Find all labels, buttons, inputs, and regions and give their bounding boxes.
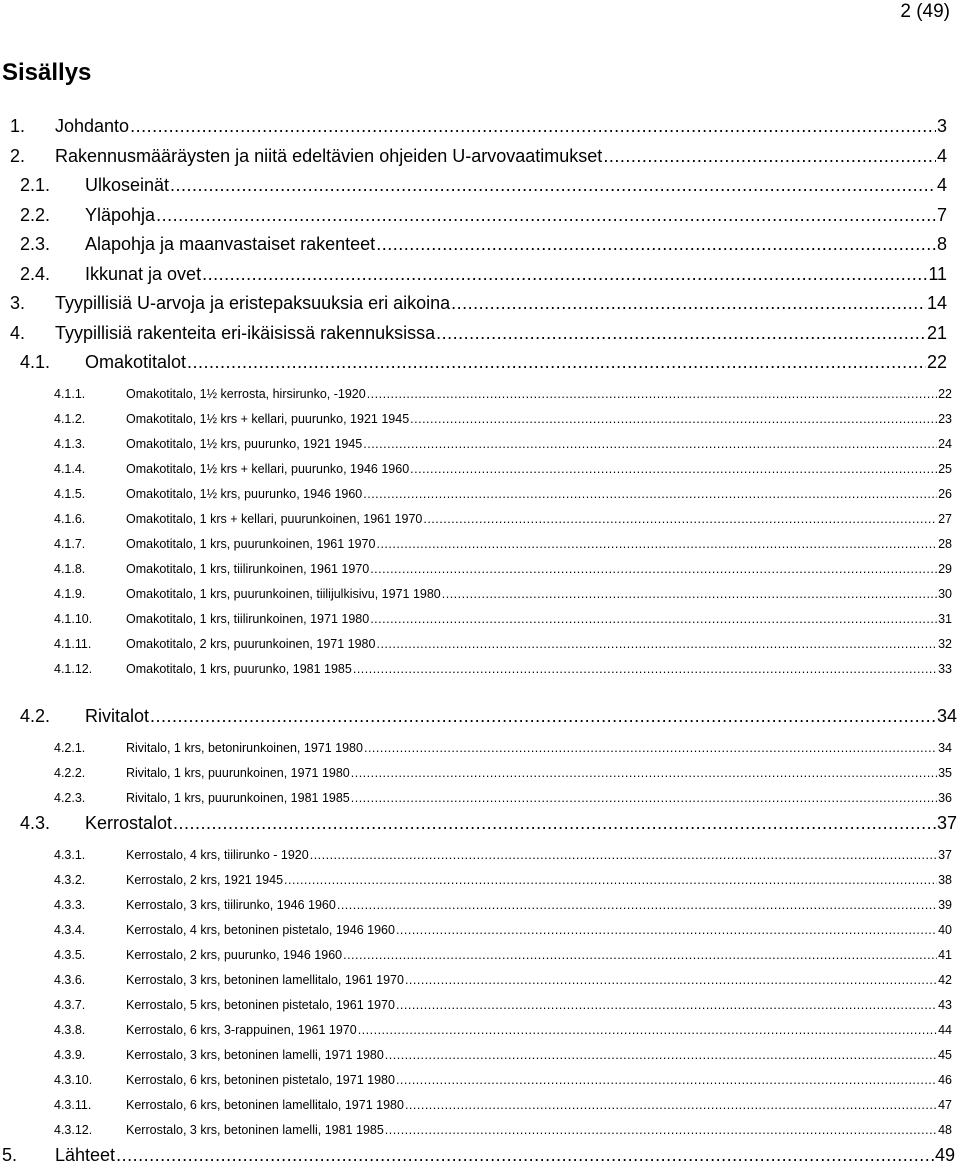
toc-entry-number: 4.1.12. [54, 662, 93, 676]
toc-entry-title: Kerrostalo, 3 krs, betoninen lamelli, 1981 1985 [126, 1123, 384, 1137]
toc-entry-title: Omakotitalo, 1½ krs, puurunko, 1946 1960 [126, 487, 363, 501]
toc-entry[interactable] [54, 972, 952, 997]
toc-entry-page: 34 [938, 741, 952, 755]
toc-entry-title: Rivitalo, 1 krs, betonirunkoinen, 1971 1980 [126, 741, 363, 755]
toc-entry-title: Omakotitalo, 1 krs + kellari, puurunkoinen, 1961 1970 [126, 512, 423, 526]
toc-title: Sisällys [2, 59, 92, 86]
toc-entry-page: 45 [938, 1048, 952, 1062]
toc-entry-page: 42 [938, 973, 952, 987]
toc-entry-number: 4.3.6. [54, 973, 86, 987]
toc-entry-title: Kerrostalo, 5 krs, betoninen pistetalo, 1961 1970 [126, 998, 395, 1012]
toc-entry-number: 4. [10, 323, 26, 343]
toc-entry-number: 4.3.7. [54, 998, 86, 1012]
toc-entry-page: 14 [926, 293, 947, 313]
toc-entry-title: Tyypillisiä U-arvoja ja eristepaksuuksia eri aikoina [55, 293, 451, 313]
toc-entry-page: 36 [938, 791, 952, 805]
toc-entry-page: 30 [938, 587, 952, 601]
toc-entry-number: 2.3. [20, 234, 51, 254]
toc-leader-dots [351, 790, 937, 806]
toc-entry-page: 4 [936, 175, 947, 195]
toc-entry[interactable] [20, 351, 947, 380]
toc-entry-title: Rakennusmääräysten ja niitä edeltävien ohjeiden U-arvovaatimukset [55, 146, 603, 166]
toc-entry-page: 38 [938, 873, 952, 887]
toc-entry-title: Kerrostalo, 6 krs, 3-rappuinen, 1961 1970 [126, 1023, 357, 1037]
toc-entry-page: 22 [926, 352, 947, 372]
toc-leader-dots [170, 174, 936, 196]
toc-entry[interactable] [54, 636, 952, 661]
toc-entry-page: 32 [938, 637, 952, 651]
toc-leader-dots [351, 765, 937, 781]
toc-leader-dots [376, 233, 936, 255]
toc-entry-page: 49 [934, 1145, 955, 1165]
toc-entry-number: 4.1.5. [54, 487, 86, 501]
toc-leader-dots [367, 386, 937, 402]
toc-entry-number: 1. [10, 116, 26, 136]
toc-leader-dots [130, 115, 936, 137]
toc-leader-dots [284, 872, 937, 888]
toc-entry-page: 41 [938, 948, 952, 962]
toc-entry[interactable] [2, 1144, 955, 1173]
toc-entry[interactable] [54, 411, 952, 436]
toc-entry-title: Kerrostalo, 3 krs, betoninen lamellitalo, 1961 1970 [126, 973, 404, 987]
toc-leader-dots [370, 611, 937, 627]
toc-entry-number: 4.3.10. [54, 1073, 93, 1087]
toc-entry-number: 4.1.10. [54, 612, 93, 626]
toc-entry-number: 4.1.2. [54, 412, 86, 426]
toc-entry-number: 4.1.8. [54, 562, 86, 576]
toc-leader-dots [376, 536, 937, 552]
toc-entry-page: 37 [936, 813, 957, 833]
toc-entry-page: 11 [928, 264, 947, 284]
toc-entry-page: 31 [938, 612, 952, 626]
toc-entry-title: Kerrostalo, 2 krs, 1921 1945 [126, 873, 284, 887]
toc-entry-number: 4.1.4. [54, 462, 86, 476]
toc-leader-dots [337, 897, 937, 913]
toc-entry-number: 4.2.2. [54, 766, 86, 780]
toc-entry[interactable] [10, 145, 947, 174]
toc-entry-number: 4.3.2. [54, 873, 86, 887]
toc-leader-dots [442, 586, 937, 602]
toc-entry-title: Omakotitalo, 1 krs, puurunkoinen, 1961 1970 [126, 537, 376, 551]
toc-entry-number: 4.1.9. [54, 587, 86, 601]
toc-leader-dots [405, 972, 937, 988]
toc-entry-title: Kerrostalo, 4 krs, betoninen pistetalo, 1946 1960 [126, 923, 395, 937]
toc-entry-page: 3 [936, 116, 947, 136]
toc-entry-title: Kerrostalot [85, 813, 173, 833]
toc-entry[interactable] [54, 486, 952, 511]
toc-leader-dots [116, 1144, 934, 1166]
toc-entry-number: 4.3.8. [54, 1023, 86, 1037]
page-number: 2 (49) [900, 1, 950, 22]
toc-entry[interactable] [54, 611, 952, 636]
toc-entry-number: 4.3.4. [54, 923, 86, 937]
toc-leader-dots [410, 411, 937, 427]
toc-entry-title: Kerrostalo, 6 krs, betoninen pistetalo, 1971 1980 [126, 1073, 395, 1087]
toc-entry-page: 47 [938, 1098, 952, 1112]
toc-entry[interactable] [10, 115, 947, 144]
toc-entry-title: Yläpohja [85, 205, 156, 225]
toc-entry-number: 3. [10, 293, 26, 313]
toc-entry-title: Kerrostalo, 2 krs, puurunko, 1946 1960 [126, 948, 343, 962]
toc-entry-number: 4.3.9. [54, 1048, 86, 1062]
toc-entry-number: 4.1.7. [54, 537, 86, 551]
toc-entry-number: 4.3.1. [54, 848, 86, 862]
toc-entry-page: 4 [936, 146, 947, 166]
toc-leader-dots [358, 1022, 937, 1038]
toc-entry-page: 48 [938, 1123, 952, 1137]
toc-entry-title: Omakotitalo, 1 krs, puurunko, 1981 1985 [126, 662, 352, 676]
toc-entry-number: 2. [10, 146, 26, 166]
toc-entry-page: 34 [936, 706, 957, 726]
toc-leader-dots [310, 847, 937, 863]
toc-entry[interactable] [54, 847, 952, 872]
toc-leader-dots [173, 812, 936, 834]
toc-entry[interactable] [54, 586, 952, 611]
toc-leader-dots [436, 322, 926, 344]
toc-entry[interactable] [54, 1022, 952, 1047]
toc-entry[interactable] [54, 997, 952, 1022]
toc-leader-dots [150, 705, 936, 727]
toc-entry[interactable] [20, 705, 957, 734]
toc-entry-page: 35 [938, 766, 952, 780]
toc-entry-title: Omakotitalo, 1½ kerrosta, hirsirunko, -1920 [126, 387, 366, 401]
toc-leader-dots [363, 486, 937, 502]
toc-entry[interactable] [10, 322, 947, 351]
toc-entry-title: Kerrostalo, 4 krs, tiilirunko - 1920 [126, 848, 309, 862]
toc-entry-title: Rivitalot [85, 706, 150, 726]
toc-entry-number: 4.1.1. [54, 387, 86, 401]
toc-leader-dots [363, 436, 937, 452]
toc-leader-dots [405, 1097, 937, 1113]
toc-entry-page: 8 [936, 234, 947, 254]
toc-entry-number: 4.2.1. [54, 741, 86, 755]
toc-entry[interactable] [54, 461, 952, 486]
toc-entry[interactable] [54, 511, 952, 536]
toc-entry-page: 39 [938, 898, 952, 912]
toc-entry-title: Omakotitalo, 1½ krs + kellari, puurunko, 1946 1960 [126, 462, 410, 476]
toc-entry-title: Omakotitalo, 1½ krs, puurunko, 1921 1945 [126, 437, 363, 451]
toc-entry-number: 2.4. [20, 264, 51, 284]
toc-entry[interactable] [20, 263, 947, 292]
toc-entry-page: 43 [938, 998, 952, 1012]
toc-entry-page: 40 [938, 923, 952, 937]
toc-entry[interactable] [20, 812, 957, 841]
toc-entry-page: 27 [938, 512, 952, 526]
toc-entry[interactable] [54, 661, 952, 686]
toc-entry-page: 37 [938, 848, 952, 862]
toc-entry-title: Kerrostalo, 3 krs, betoninen lamelli, 1971 1980 [126, 1048, 384, 1062]
toc-entry-title: Omakotitalot [85, 352, 187, 372]
toc-entry[interactable] [20, 233, 947, 262]
toc-leader-dots [370, 561, 937, 577]
toc-entry[interactable] [54, 436, 952, 461]
toc-entry-number: 4.2. [20, 706, 51, 726]
toc-entry[interactable] [54, 765, 952, 790]
toc-entry-number: 2.2. [20, 205, 51, 225]
toc-entry[interactable] [54, 386, 952, 411]
toc-entry-number: 4.1.3. [54, 437, 86, 451]
toc-entry-number: 2.1. [20, 175, 51, 195]
toc-entry-page: 23 [938, 412, 952, 426]
toc-leader-dots [385, 1122, 937, 1138]
toc-entry-page: 22 [938, 387, 952, 401]
toc-entry[interactable] [54, 872, 952, 897]
toc-entry[interactable] [10, 292, 947, 321]
toc-entry-number: 4.1. [20, 352, 51, 372]
toc-entry-page: 25 [938, 462, 952, 476]
toc-entry-number: 4.3. [20, 813, 51, 833]
toc-entry[interactable] [54, 897, 952, 922]
toc-leader-dots [353, 661, 937, 677]
toc-entry-number: 4.3.12. [54, 1123, 93, 1137]
toc-leader-dots [410, 461, 937, 477]
toc-entry[interactable] [54, 1047, 952, 1072]
toc-leader-dots [187, 351, 926, 373]
toc-entry-page: 26 [938, 487, 952, 501]
toc-entry-title: Johdanto [55, 116, 130, 136]
toc-entry-title: Rivitalo, 1 krs, puurunkoinen, 1981 1985 [126, 791, 350, 805]
toc-entry[interactable] [20, 204, 947, 233]
toc-entry-page: 33 [938, 662, 952, 676]
toc-entry-title: Omakotitalo, 1 krs, tiilirunkoinen, 1971 1980 [126, 612, 370, 626]
toc-entry-page: 24 [938, 437, 952, 451]
toc-entry-page: 28 [938, 537, 952, 551]
toc-entry[interactable] [54, 536, 952, 561]
toc-entry-page: 46 [938, 1073, 952, 1087]
toc-entry-title: Tyypillisiä rakenteita eri-ikäisissä rakennuksissa [55, 323, 436, 343]
toc-entry[interactable] [54, 1072, 952, 1097]
toc-entry-page: 44 [938, 1023, 952, 1037]
toc-leader-dots [202, 263, 927, 285]
toc-entry-page: 7 [936, 205, 947, 225]
toc-leader-dots [364, 740, 937, 756]
toc-entry[interactable] [54, 922, 952, 947]
toc-leader-dots [396, 922, 937, 938]
toc-entry-number: 4.3.5. [54, 948, 86, 962]
toc-entry-number: 5. [2, 1145, 18, 1165]
toc-entry-title: Omakotitalo, 2 krs, puurunkoinen, 1971 1980 [126, 637, 376, 651]
toc-entry-number: 4.1.11. [54, 637, 92, 651]
toc-leader-dots [423, 511, 937, 527]
toc-entry-title: Ikkunat ja ovet [85, 264, 202, 284]
toc-entry-title: Ulkoseinät [85, 175, 170, 195]
toc-leader-dots [376, 636, 937, 652]
toc-entry-number: 4.3.11. [54, 1098, 92, 1112]
toc-entry-page: 21 [926, 323, 947, 343]
toc-entry[interactable] [54, 561, 952, 586]
toc-entry[interactable] [54, 740, 952, 765]
toc-entry-page: 29 [938, 562, 952, 576]
toc-entry-title: Rivitalo, 1 krs, puurunkoinen, 1971 1980 [126, 766, 350, 780]
toc-leader-dots [156, 204, 936, 226]
toc-leader-dots [451, 292, 926, 314]
toc-entry-number: 4.1.6. [54, 512, 86, 526]
toc-entry-title: Kerrostalo, 6 krs, betoninen lamellitalo, 1971 1980 [126, 1098, 404, 1112]
toc-leader-dots [385, 1047, 937, 1063]
toc-entry[interactable] [54, 1097, 952, 1122]
toc-entry-title: Kerrostalo, 3 krs, tiilirunko, 1946 1960 [126, 898, 336, 912]
toc-entry-number: 4.3.3. [54, 898, 86, 912]
toc-leader-dots [603, 145, 936, 167]
toc-entry-title: Omakotitalo, 1 krs, tiilirunkoinen, 1961 1970 [126, 562, 370, 576]
toc-entry-title: Omakotitalo, 1½ krs + kellari, puurunko, 1921 1945 [126, 412, 410, 426]
toc-leader-dots [343, 947, 937, 963]
toc-entry-title: Lähteet [55, 1145, 116, 1165]
toc-leader-dots [396, 1072, 937, 1088]
toc-leader-dots [396, 997, 937, 1013]
toc-entry-title: Alapohja ja maanvastaiset rakenteet [85, 234, 376, 254]
toc-entry-number: 4.2.3. [54, 791, 86, 805]
toc-entry[interactable] [54, 947, 952, 972]
toc-entry-title: Omakotitalo, 1 krs, puurunkoinen, tiilijulkisivu, 1971 1980 [126, 587, 441, 601]
toc-entry[interactable] [20, 174, 947, 203]
